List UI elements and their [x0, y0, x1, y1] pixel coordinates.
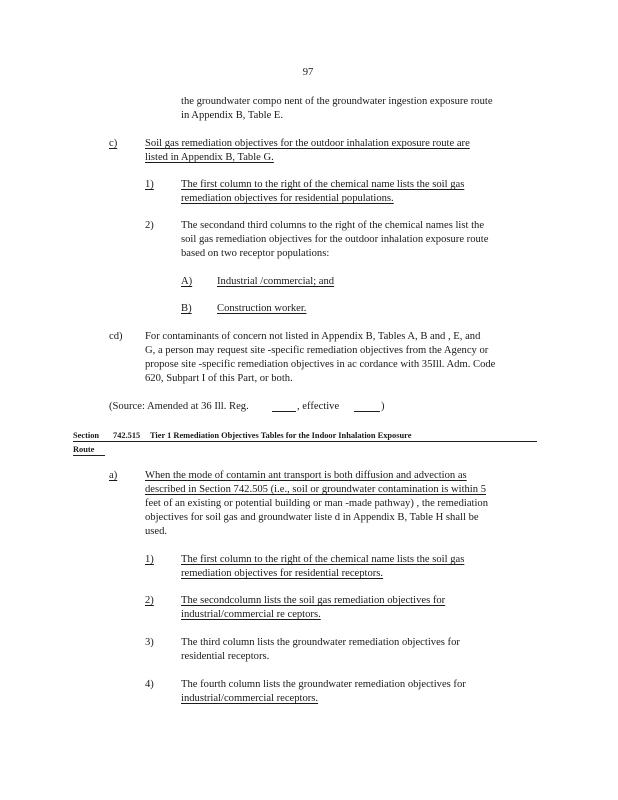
item-cd-line-1: For contaminants of concern not listed in Appendix B, Tables A, B and , E, and — [145, 331, 481, 342]
source-note-end: ) — [381, 401, 385, 412]
item-a-sub4-line-1: The fourth column lists the groundwater remediation objectives for — [181, 679, 466, 690]
page-number: 97 — [302, 67, 314, 78]
item-c-sub2-line-3: based on two receptor populations: — [181, 248, 330, 259]
intro-line-1: the groundwater compo nent of the groundwater ingestion exposure route — [181, 96, 493, 107]
item-c-sub2-line-2: soil gas remediation objectives for the outdoor inhalation exposure route — [181, 234, 489, 245]
item-a-sub1-line-2: remediation objectives for residential receptors. — [181, 568, 384, 579]
item-c-sub2-line-1: The secondand third columns to the right of the chemical names list the — [181, 220, 485, 231]
item-a-sub2-label: 2) — [145, 595, 154, 606]
item-a-sub3-label: 3) — [145, 637, 154, 648]
item-a-line-2: described in Section 742.505 (i.e., soil or groundwater contamination is within 5 — [145, 484, 486, 495]
item-c-subsub-a-text: Industrial /commercial; and — [217, 276, 335, 287]
item-a-sub1-line-1: The first column to the right of the chemical name lists the soil gas — [181, 554, 465, 565]
section-label: Section — [73, 431, 100, 440]
source-blank-line-1 — [272, 411, 296, 412]
item-cd-line-3: propose site -specific remediation objectives in ac cordance with 35Ill. Adm. Code — [145, 359, 496, 370]
section-title-underline — [73, 441, 537, 442]
item-a-line-1: When the mode of contamin ant transport is both diffusion and advection as — [145, 470, 467, 481]
item-cd-line-4: 620, Subpart I of this Part, or both. — [145, 373, 293, 384]
item-a-sub1-label: 1) — [145, 554, 154, 565]
item-a-sub2-line-1: The secondcolumn lists the soil gas remediation objectives for — [181, 595, 446, 606]
item-cd-label: cd) — [109, 331, 123, 342]
source-note-start: (Source: Amended at 36 Ill. Reg. — [109, 401, 249, 412]
item-c-subsub-b-text: Construction worker. — [217, 303, 307, 314]
item-a-sub3-line-2: residential receptors. — [181, 651, 270, 662]
item-a-sub3-line-1: The third column lists the groundwater remediation objectives for — [181, 637, 460, 648]
source-blank-line-2 — [354, 411, 380, 412]
intro-line-2: in Appendix B, Table E. — [181, 110, 284, 121]
item-c-line-2: listed in Appendix B, Table G. — [145, 152, 274, 163]
section-number: 742.515 — [113, 431, 141, 440]
source-note-mid: , effective — [297, 401, 340, 412]
item-a-line-5: used. — [145, 526, 168, 537]
item-a-sub4-label: 4) — [145, 679, 154, 690]
item-a-sub2-line-2: industrial/commercial re ceptors. — [181, 609, 321, 620]
item-cd-line-2: G, a person may request site -specific remediation objectives from the Agency or — [145, 345, 489, 356]
item-c-line-1: Soil gas remediation objectives for the outdoor inhalation exposure route are — [145, 138, 470, 149]
item-c-sub1-line-1: The first column to the right of the chemical name lists the soil gas — [181, 179, 465, 190]
item-a-line-3: feet of an existing or potential building or man -made pathway) , the remediation — [145, 498, 489, 509]
item-c-sub2-label: 2) — [145, 220, 154, 231]
item-a-sub4-line-2: industrial/commercial receptors. — [181, 693, 319, 704]
section-route-underline — [73, 455, 105, 456]
item-c-subsub-b-label: B) — [181, 303, 192, 314]
section-title: Tier 1 Remediation Objectives Tables for the Indoor Inhalation Exposure — [150, 431, 412, 440]
item-a-line-4: objectives for soil gas and groundwater liste d in Appendix B, Table H shall be — [145, 512, 479, 523]
section-route: Route — [73, 445, 95, 454]
item-c-label: c) — [109, 138, 118, 149]
item-c-sub1-line-2: remediation objectives for residential populations. — [181, 193, 394, 204]
item-c-subsub-a-label: A) — [181, 276, 193, 287]
item-c-sub1-label: 1) — [145, 179, 154, 190]
item-a-label: a) — [109, 470, 118, 481]
